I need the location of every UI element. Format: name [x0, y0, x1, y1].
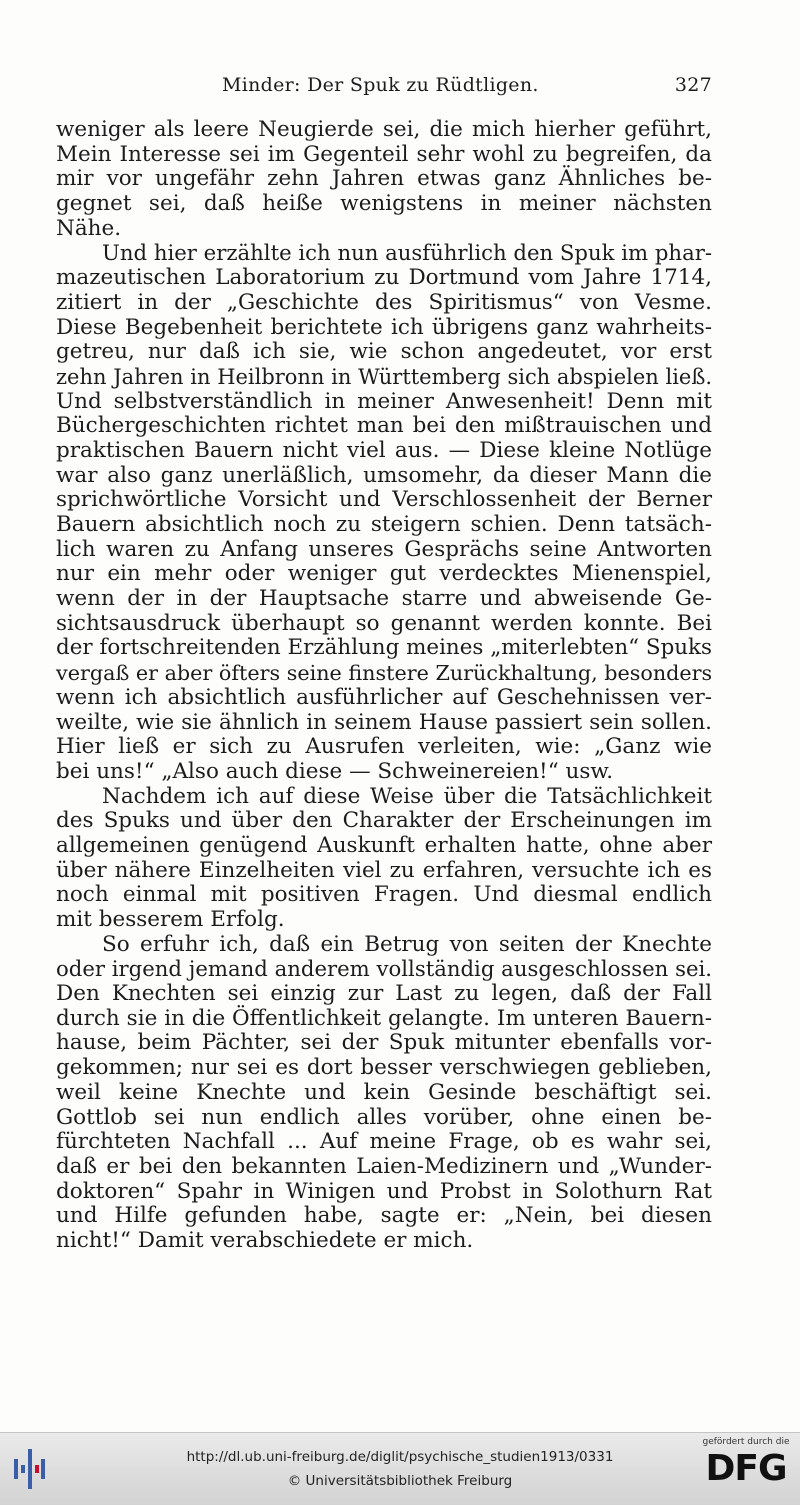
text-line: weniger als leere Neugierde sei, die mich hierher geführt, — [56, 117, 712, 142]
text-line: wenn der in der Hauptsache starre und abweisende Ge- — [56, 586, 712, 612]
viewer-footer — [0, 1432, 800, 1505]
text-line: sichtsausdruck überhaupt so genannt werden konnte. Bei — [56, 610, 712, 636]
text-line: mazeutischen Laboratorium zu Dortmund vom Jahre 1714, — [56, 265, 712, 291]
text-line: doktoren“ Spahr in Winigen und Probst in Solothurn Rat — [56, 1178, 712, 1204]
dfg-wordmark: DFG — [705, 1448, 787, 1489]
text-line: Und hier erzählte ich nun ausführlich den Spuk im phar- — [102, 240, 712, 266]
text-line: gekommen; nur sei es dort besser verschwiegen geblieben, — [56, 1055, 712, 1081]
text-line: Und selbstverständlich in meiner Anwesenheit! Denn mit — [56, 388, 712, 414]
text-line: über nähere Einzelheiten viel zu erfahren, versuchte ich es — [56, 857, 712, 883]
text-line: fürchteten Nachfall ... Auf meine Frage, ob es wahr sei, — [56, 1129, 712, 1155]
document-url-link[interactable]: http://dl.ub.uni-freiburg.de/diglit/psychische_studien1913/0331 — [186, 1449, 614, 1465]
text-line: war also ganz unerläßlich, umsomehr, da dieser Mann die — [56, 462, 712, 488]
running-head — [56, 74, 712, 106]
text-line: oder irgend jemand anderem vollständig ausgeschlossen sei. — [56, 956, 712, 982]
text-line: vergaß er aber öfters seine finstere Zurückhaltung, besonders — [56, 661, 713, 686]
dfg-logo[interactable] — [700, 1437, 792, 1501]
text-line: So erfuhr ich, daß ein Betrug von seiten der Knechte — [102, 931, 712, 957]
funding-label: gefördert durch die — [702, 1437, 790, 1447]
text-line: Nachdem ich auf diese Weise über die Tatsächlichkeit — [102, 783, 712, 809]
text-line: Mein Interesse sei im Gegenteil sehr wohl zu begreifen, da — [56, 141, 712, 167]
text-line: weilte, wie sie ähnlich in seinem Hause passiert sein sollen. — [56, 709, 712, 735]
text-line: Gottlob sei nun endlich alles vorüber, ohne einen be- — [56, 1104, 712, 1130]
text-line: weil keine Knechte und kein Gesinde beschäftigt sei. — [56, 1079, 712, 1105]
text-line: noch einmal mit positiven Fragen. Und diesmal endlich — [56, 882, 712, 908]
text-line: mir vor ungefähr zehn Jahren etwas ganz Ähnliches be- — [56, 166, 712, 192]
page-number: 327 — [674, 74, 712, 96]
text-line: praktischen Bauern nicht viel aus. — Diese kleine Notlüge — [56, 437, 712, 463]
text-line: durch sie in die Öffentlichkeit gelangte. Im unteren Bauern- — [56, 1005, 712, 1031]
text-line: Den Knechten sei einzig zur Last zu legen, daß der Fall — [56, 981, 712, 1007]
text-line: lich waren zu Anfang unseres Gesprächs seine Antworten — [56, 536, 712, 562]
text-line: zehn Jahren in Heilbronn in Württemberg sich abspielen ließ. — [56, 364, 712, 389]
text-line: Nähe. — [56, 215, 122, 241]
text-line: der fortschreitenden Erzählung meines „miterlebten“ Spuks — [56, 635, 712, 661]
body-text — [56, 118, 712, 1254]
text-line: hause, beim Pächter, sei der Spuk mitunter ebenfalls vor- — [56, 1030, 712, 1056]
text-line: daß er bei den bekannten Laien-Medizinern und „Wunder- — [56, 1153, 712, 1179]
copyright-notice: © Universitätsbibliothek Freiburg — [287, 1473, 513, 1489]
text-line: nur ein mehr oder weniger gut verdecktes Mienenspiel, — [56, 561, 712, 587]
text-line: Bauern absichtlich noch zu steigern schien. Denn tatsäch- — [56, 512, 712, 537]
text-line: Büchergeschichten richtet man bei den mißtrauischen und — [56, 413, 712, 439]
text-line: Hier ließ er sich zu Ausrufen verleiten, wie: „Ganz wie — [56, 734, 712, 760]
text-line: getreu, nur daß ich sie, wie schon angedeutet, vor erst — [56, 339, 712, 365]
text-line: und Hilfe gefunden habe, sagte er: „Nein, bei diesen — [56, 1203, 712, 1229]
text-line: bei uns!“ „Also auch diese — Schweinereien!“ usw. — [56, 758, 614, 784]
text-line: gegnet sei, daß heiße wenigstens in meiner nächsten — [56, 191, 712, 217]
text-line: nicht!“ Damit verabschiedete er mich. — [56, 1227, 474, 1253]
running-title: Minder: Der Spuk zu Rüdtligen. — [222, 74, 539, 96]
text-line: Diese Begebenheit berichtete ich übrigens ganz wahrheits- — [56, 314, 712, 340]
text-line: zitiert in der „Geschichte des Spiritismus“ von Vesme. — [56, 289, 712, 315]
text-line: sprichwörtliche Vorsicht und Verschlossenheit der Berner — [56, 487, 712, 513]
text-line: mit besserem Erfolg. — [56, 907, 285, 932]
text-line: des Spuks und über den Charakter der Erscheinungen im — [56, 808, 712, 834]
text-line: allgemeinen genügend Auskunft erhalten hatte, ohne aber — [56, 832, 712, 858]
text-line: wenn ich absichtlich ausführlicher auf Geschehnissen ver- — [56, 684, 712, 710]
